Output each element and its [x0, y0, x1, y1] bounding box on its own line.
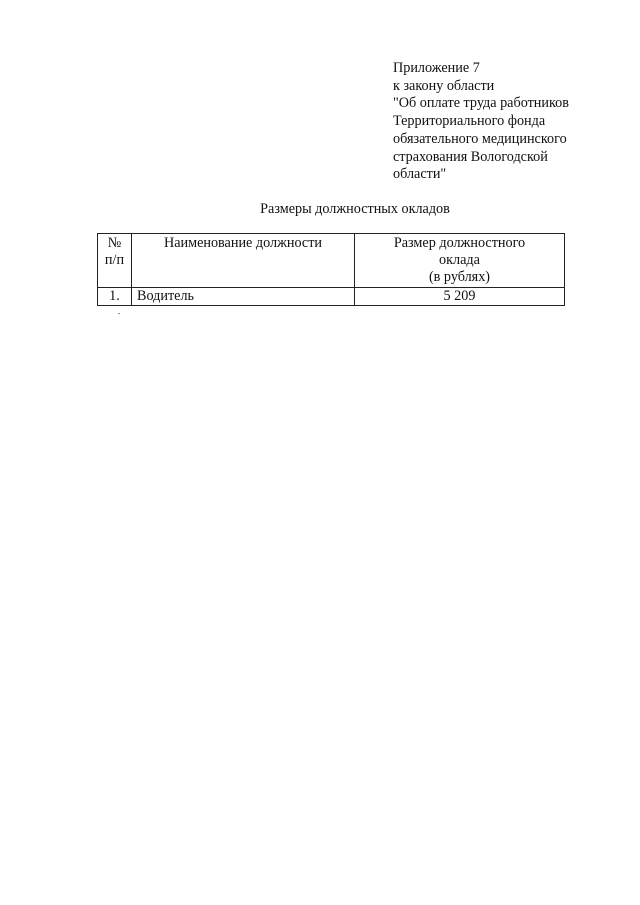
- appendix-line: страхования Вологодской: [393, 148, 548, 165]
- header-salary-line2: оклада: [439, 252, 480, 268]
- row-position-name: Водитель: [132, 288, 355, 306]
- row-salary: 5 209: [355, 288, 565, 306]
- appendix-line: обязательного медицинского: [393, 130, 567, 147]
- table-row: [98, 288, 565, 306]
- header-salary-size: [355, 234, 565, 288]
- header-salary-line1: Размер должностного: [393, 235, 526, 251]
- appendix-line: "Об оплате труда работников: [393, 95, 569, 112]
- header-position-name: Наименование должности: [132, 234, 355, 288]
- document-title: Размеры должностных окладов: [260, 201, 450, 217]
- header-number-line2: п/п: [104, 252, 125, 268]
- appendix-line: к закону области: [393, 77, 495, 94]
- appendix-line: Приложение 7: [393, 60, 480, 76]
- table-header-row: [98, 234, 565, 288]
- header-salary-line3: (в рублях): [428, 269, 491, 285]
- appendix-header: [393, 60, 623, 184]
- header-number: [98, 234, 132, 288]
- scan-speck: [118, 313, 120, 314]
- appendix-line: области": [393, 166, 447, 183]
- row-number: 1.: [98, 288, 132, 306]
- appendix-line: Территориального фонда: [393, 113, 546, 130]
- header-number-line1: №: [107, 235, 122, 251]
- salary-table: [97, 233, 565, 306]
